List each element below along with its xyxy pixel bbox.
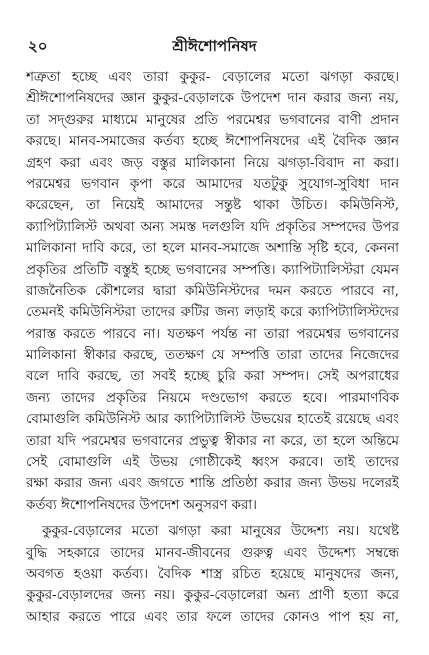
text-line: জন্য তাদের প্রকৃতির নিয়মে দণ্ডভোগ করতে হবে। পারমাণবিক bbox=[26, 390, 399, 406]
text-line: বোমাগুলি কমিউনিস্ট আর ক্যাপিট্যালিস্ট উভয়ের হাতেই রয়েছে এবং bbox=[26, 412, 399, 428]
text-line: বুদ্ধি সহকারে তাদের মানব-জীবনের গুরুত্ব এবং উদ্দেশ্য সম্বন্ধে bbox=[26, 545, 399, 561]
body-text bbox=[26, 67, 399, 628]
text-line: শত্রুতা হচ্ছে এবং তারা কুকুর- বেড়ালের মতো ঝগড়া করছে। bbox=[26, 70, 399, 85]
text-line: করছে। মানব-সমাজের কর্তব্য হচ্ছে ঈশোপনিষদের এই বৈদিক জ্ঞান bbox=[26, 134, 399, 150]
text-line: তারা যদি পরমেশ্বর ভগবানের প্রভুত্ব স্বীকার না করে, তা হলে অন্তিমে bbox=[26, 433, 399, 449]
text-line: কর্তব্য ঈশোপনিষদের উপদেশ অনুসরণ করা। bbox=[26, 497, 257, 513]
text-line: গ্রহণ করা এবং জড় বস্তুর মালিকানা নিয়ে ঝগড়া-বিবাদ না করা। bbox=[26, 155, 399, 171]
text-line: কুকুর-বেড়ালদের জন্য নয়। কুকুর-বেড়ালেরা অন্য প্রাণী হত্যা করে bbox=[26, 588, 399, 604]
text-line: রাজনৈতিক কৌশলের দ্বারা কমিউনিস্টদের দমন করতে পারবে না, bbox=[26, 283, 399, 299]
text-line: তেমনই কমিউনিস্টরা তাদের রুটির জন্য লড়াই করে ক্যাপিট্যালিস্টদের bbox=[26, 305, 399, 321]
text-line: রক্ষা করার জন্য এবং জগতে শান্তি প্রতিষ্ঠা করার জন্য উভয় দলেরই bbox=[26, 476, 399, 492]
text-line: ক্যাপিট্যালিস্ট অথবা অন্য সমস্ত দলগুলি যদি প্রকৃতির সম্পদের উপর bbox=[26, 219, 399, 235]
running-title: শ্রীঈশোপনিষদ bbox=[172, 37, 257, 55]
paragraph bbox=[26, 174, 399, 516]
text-line: পরাস্ত করতে পারবে না। যতক্ষণ পর্যন্ত না তারা পরমেশ্বর ভগবানের bbox=[26, 326, 399, 342]
text-line: মালিকানা দাবি করে, তা হলে মানব-সমাজে অশান্তি সৃষ্টি হবে, কেননা bbox=[26, 241, 399, 257]
text-line: প্রকৃতির প্রতিটি বস্তুই হচ্ছে ভগবানের সম্পত্তি। ক্যাপিট্যালিস্টরা যেমন bbox=[26, 262, 399, 278]
text-line: মালিকানা স্বীকার করছে, ততক্ষণ যে সম্পত্তি তারা তাদের নিজেদের bbox=[26, 348, 399, 364]
text-line: পরমেশ্বর ভগবান কৃপা করে আমাদের যতটুকু সুযোগ-সুবিধা দান bbox=[26, 176, 399, 192]
text-line: সেই বোমাগুলি এই উভয় গোষ্ঠীকেই ধ্বংস করবে। তাই তাদের bbox=[26, 455, 399, 471]
text-line: বলে দাবি করছে, তা সবই হচ্ছে চুরি করা সম্পদ। সেই অপরাধের bbox=[26, 369, 399, 385]
text-line: করেছেন, তা নিয়েই আমাদের সন্তুষ্ট থাকা উচিত। কমিউনিস্ট, bbox=[26, 198, 399, 214]
text-line: কুকুর-বেড়ালের মতো ঝগড়া করা মানুষের উদ্দেশ্য নয়। যথেষ্ট bbox=[42, 524, 399, 540]
text-line: শ্রীঈশোপনিষদের জ্ঞান কুকুর-বেড়ালকে উপদেশ দান করার জন্য নয়, bbox=[26, 91, 399, 107]
paragraph bbox=[26, 67, 399, 174]
text-line: অবগত হওয়া কর্তব্য। বৈদিক শাস্ত্র রচিত হয়েছে মানুষদের জন্য, bbox=[26, 566, 399, 582]
text-line: আহার করতে পারে এবং তার ফলে তাদের কোনও পাপ হয় না, bbox=[26, 609, 399, 625]
text-line: তা সদ্গুরুর মাধ্যমে মানুষের প্রতি পরমেশ্বর ভগবানের বাণী প্রদান bbox=[26, 112, 399, 128]
page-header bbox=[26, 35, 403, 57]
page-number: ২০ bbox=[28, 37, 48, 55]
paragraph bbox=[26, 521, 399, 628]
